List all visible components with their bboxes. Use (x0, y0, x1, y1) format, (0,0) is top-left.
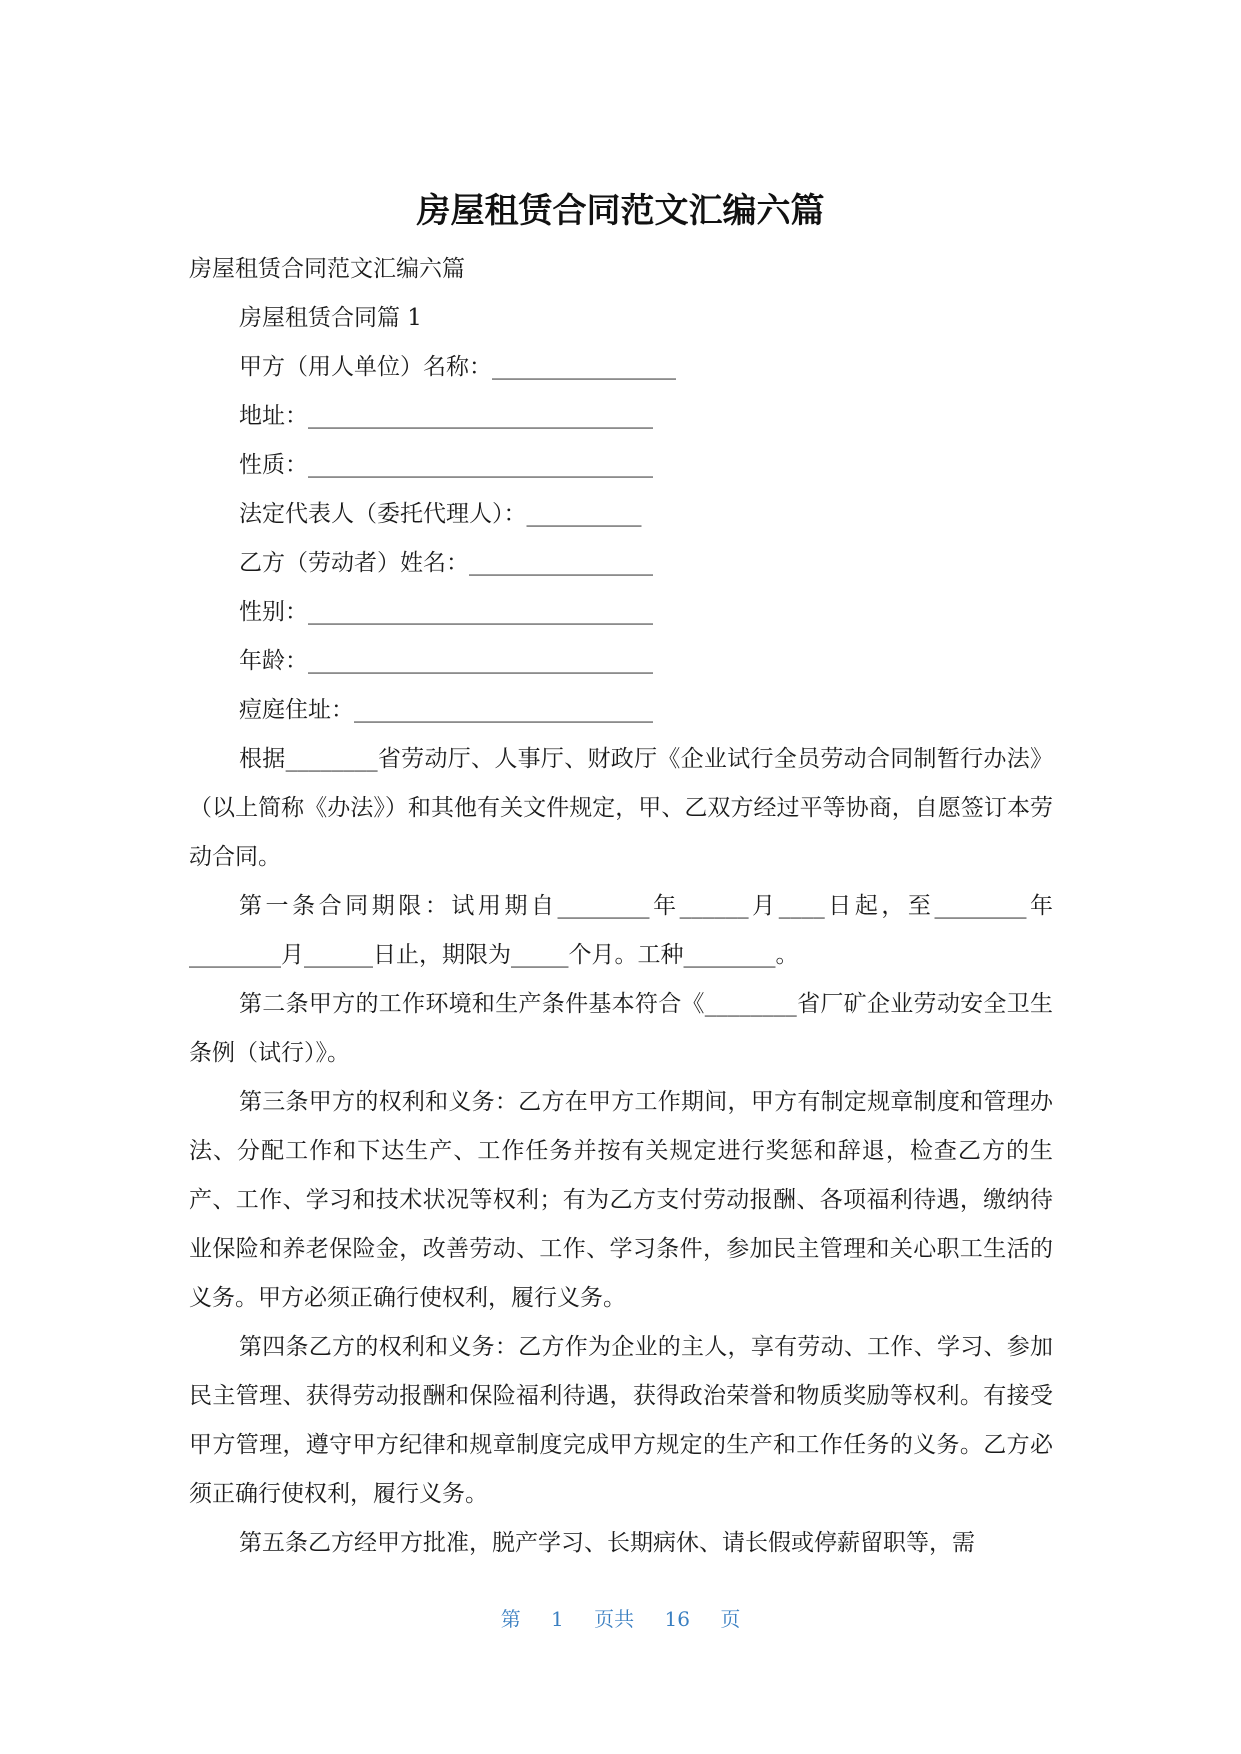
footer-page-prefix: 第 (500, 1607, 521, 1631)
field-employee-name: 乙方（劳动者）姓名：________________ (239, 550, 653, 576)
footer-page-suffix: 页 (720, 1607, 741, 1631)
field-home-address: 痘庭住址：__________________________ (239, 697, 653, 723)
document-title: 房屋租赁合同范文汇编六篇 (416, 191, 825, 231)
paragraph-article-5: 第五条乙方经甲方批准，脱产学习、长期病休、请长假或停薪留职等，需 (239, 1530, 975, 1556)
field-gender: 性别：______________________________ (239, 599, 653, 625)
field-legal-representative: 法定代表人（委托代理人）：__________ (239, 501, 642, 527)
field-nature: 性质：______________________________ (239, 452, 653, 478)
field-address: 地址：______________________________ (239, 403, 653, 429)
section-heading: 房屋租赁合同篇 1 (239, 305, 422, 331)
page-footer (0, 1604, 1241, 1634)
paragraph-article-2: 第二条甲方的工作环境和生产条件基本符合《________省厂矿企业劳动安全卫生条例（试行）》。 (189, 991, 1053, 1066)
footer-page-middle: 页共 (594, 1607, 635, 1631)
paragraph-article-4: 第四条乙方的权利和义务：乙方作为企业的主人，享有劳动、工作、学习、参加民主管理、获得劳动报酬和保险福利待遇，获得政治荣誉和物质奖励等权利。有接受甲方管理，遵守甲方纪律和规章制度完成甲方规定的生产和工作任务的义务。乙方必须正确行使权利，履行义务。 (189, 1334, 1053, 1507)
document-body (189, 245, 1053, 1568)
paragraph-preamble: 根据________省劳动厅、人事厅、财政厅《企业试行全员劳动合同制暂行办法》（以上简称《办法》）和其他有关文件规定，甲、乙双方经过平等协商，自愿签订本劳动合同。 (189, 746, 1053, 870)
field-employer-name: 甲方（用人单位）名称：________________ (239, 354, 676, 380)
footer-total-pages: 16 (664, 1607, 690, 1631)
paragraph-article-3: 第三条甲方的权利和义务：乙方在甲方工作期间，甲方有制定规章制度和管理办法、分配工作和下达生产、工作任务并按有关规定进行奖惩和辞退，检查乙方的生产、工作、学习和技术状况等权利；有为乙方支付劳动报酬、各项福利待遇，缴纳待业保险和养老保险金，改善劳动、工作、学习条件，参加民主管理和关心职工生活的义务。甲方必须正确行使权利，履行义务。 (189, 1089, 1053, 1311)
paragraph-article-1: 第一条合同期限：试用期自________年______月____日起，至________年________月______日止，期限为_____个月。工种________。 (189, 893, 1053, 968)
field-age: 年龄：______________________________ (239, 648, 653, 674)
document-subtitle: 房屋租赁合同范文汇编六篇 (189, 256, 465, 282)
footer-page-number: 1 (551, 1607, 564, 1631)
